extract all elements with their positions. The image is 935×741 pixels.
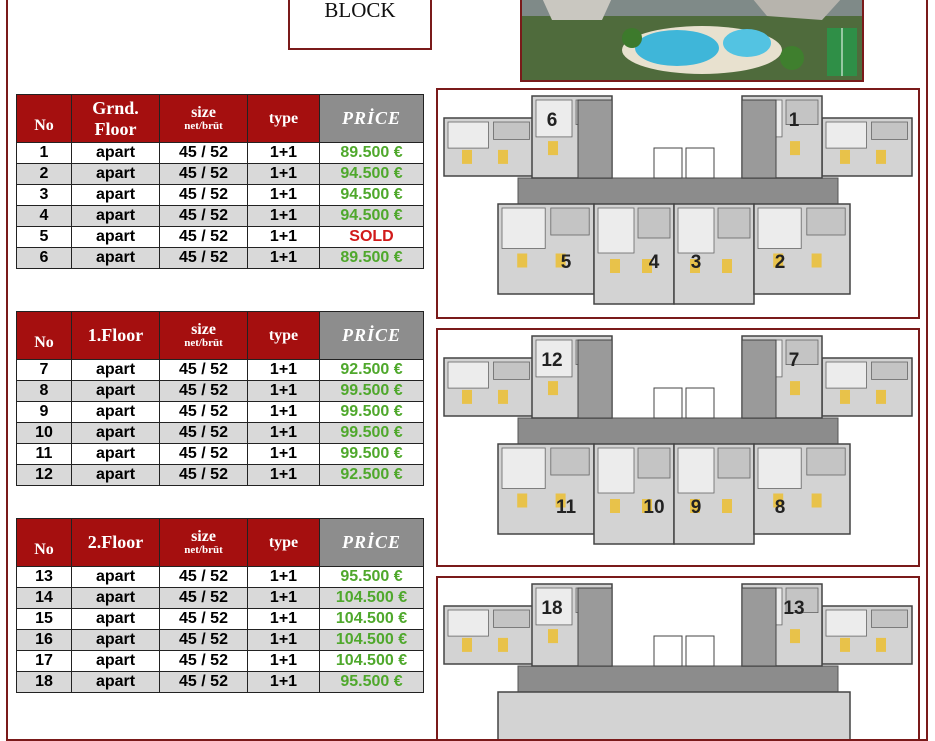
unit-kind: apart: [72, 630, 160, 651]
unit-size: 45 / 52: [160, 360, 248, 381]
header-floor: 2.Floor: [72, 519, 160, 567]
unit-type: 1+1: [248, 248, 320, 269]
unit-number: 6: [17, 248, 72, 269]
unit-type: 1+1: [248, 164, 320, 185]
unit-number: 5: [17, 227, 72, 248]
unit-type: 1+1: [248, 185, 320, 206]
unit-size: 45 / 52: [160, 609, 248, 630]
unit-size: 45 / 52: [160, 206, 248, 227]
unit-label: 5: [560, 252, 572, 273]
unit-label: 12: [541, 350, 563, 371]
unit-type: 1+1: [248, 609, 320, 630]
table-row: [17, 164, 424, 185]
header-size: size net/brüt: [160, 519, 248, 567]
unit-label: 9: [690, 497, 702, 518]
unit-kind: apart: [72, 423, 160, 444]
table-row: [17, 465, 424, 486]
unit-label: 8: [774, 497, 786, 518]
table-row: [17, 423, 424, 444]
unit-number: 8: [17, 381, 72, 402]
unit-number: 2: [17, 164, 72, 185]
header-no: No: [17, 519, 72, 567]
unit-size: 45 / 52: [160, 143, 248, 164]
unit-type: 1+1: [248, 423, 320, 444]
unit-price: 92.500 €: [320, 360, 424, 381]
unit-kind: apart: [72, 143, 160, 164]
unit-label: 6: [546, 110, 558, 131]
unit-kind: apart: [72, 185, 160, 206]
unit-size: 45 / 52: [160, 402, 248, 423]
unit-kind: apart: [72, 465, 160, 486]
unit-number: 13: [17, 567, 72, 588]
header-price: PRİCE: [320, 519, 424, 567]
table-row: [17, 185, 424, 206]
unit-price: 89.500 €: [320, 248, 424, 269]
unit-number: 3: [17, 185, 72, 206]
unit-price: 99.500 €: [320, 444, 424, 465]
unit-type: 1+1: [248, 444, 320, 465]
aerial-site-photo: [520, 0, 864, 82]
header-price: PRİCE: [320, 95, 424, 143]
header-floor: Grnd. Floor: [72, 95, 160, 143]
second-floor-plan: [436, 576, 920, 741]
table-row: [17, 206, 424, 227]
unit-number: 4: [17, 206, 72, 227]
header-floor: 1.Floor: [72, 312, 160, 360]
unit-number: 1: [17, 143, 72, 164]
unit-price: 94.500 €: [320, 206, 424, 227]
unit-price: 95.500 €: [320, 567, 424, 588]
ground-floor-plan: [436, 88, 920, 319]
table-row: [17, 651, 424, 672]
unit-type: 1+1: [248, 381, 320, 402]
header-price: PRİCE: [320, 312, 424, 360]
table-row: [17, 588, 424, 609]
unit-price: 104.500 €: [320, 630, 424, 651]
table-row: [17, 402, 424, 423]
unit-number: 12: [17, 465, 72, 486]
unit-price: 95.500 €: [320, 672, 424, 693]
header-no: No: [17, 95, 72, 143]
header-type: type: [248, 519, 320, 567]
unit-type: 1+1: [248, 465, 320, 486]
unit-number: 16: [17, 630, 72, 651]
unit-label: 11: [555, 497, 577, 518]
header-no: No: [17, 312, 72, 360]
unit-kind: apart: [72, 206, 160, 227]
unit-kind: apart: [72, 227, 160, 248]
unit-price: SOLD: [320, 227, 424, 248]
unit-label: 1: [788, 110, 800, 131]
unit-size: 45 / 52: [160, 444, 248, 465]
unit-kind: apart: [72, 672, 160, 693]
unit-kind: apart: [72, 248, 160, 269]
ground-floor-price-table: [16, 94, 424, 269]
unit-number: 18: [17, 672, 72, 693]
table-row: [17, 381, 424, 402]
table-row: [17, 227, 424, 248]
unit-number: 15: [17, 609, 72, 630]
unit-size: 45 / 52: [160, 423, 248, 444]
unit-price: 92.500 €: [320, 465, 424, 486]
unit-size: 45 / 52: [160, 651, 248, 672]
block-title: BLOCK: [288, 0, 432, 50]
unit-type: 1+1: [248, 651, 320, 672]
unit-kind: apart: [72, 588, 160, 609]
unit-label: 13: [783, 598, 805, 619]
unit-label: 18: [541, 598, 563, 619]
unit-price: 99.500 €: [320, 423, 424, 444]
table-row: [17, 444, 424, 465]
table-row: [17, 609, 424, 630]
first-floor-plan: [436, 328, 920, 567]
unit-type: 1+1: [248, 588, 320, 609]
table-row: [17, 630, 424, 651]
header-type: type: [248, 312, 320, 360]
unit-type: 1+1: [248, 630, 320, 651]
unit-label: 3: [690, 252, 702, 273]
table-row: [17, 672, 424, 693]
unit-price: 104.500 €: [320, 609, 424, 630]
unit-size: 45 / 52: [160, 185, 248, 206]
unit-kind: apart: [72, 651, 160, 672]
unit-kind: apart: [72, 360, 160, 381]
unit-price: 99.500 €: [320, 381, 424, 402]
unit-number: 17: [17, 651, 72, 672]
unit-price: 89.500 €: [320, 143, 424, 164]
second-floor-price-table: [16, 518, 424, 693]
unit-type: 1+1: [248, 227, 320, 248]
unit-size: 45 / 52: [160, 567, 248, 588]
unit-price: 99.500 €: [320, 402, 424, 423]
unit-price: 104.500 €: [320, 588, 424, 609]
unit-kind: apart: [72, 164, 160, 185]
unit-type: 1+1: [248, 206, 320, 227]
unit-type: 1+1: [248, 672, 320, 693]
table-row: [17, 143, 424, 164]
unit-number: 10: [17, 423, 72, 444]
unit-type: 1+1: [248, 360, 320, 381]
unit-kind: apart: [72, 444, 160, 465]
unit-size: 45 / 52: [160, 672, 248, 693]
unit-number: 14: [17, 588, 72, 609]
unit-size: 45 / 52: [160, 227, 248, 248]
unit-size: 45 / 52: [160, 248, 248, 269]
table-row: [17, 567, 424, 588]
unit-number: 11: [17, 444, 72, 465]
first-floor-price-table: [16, 311, 424, 486]
table-row: [17, 360, 424, 381]
header-size: size net/brüt: [160, 95, 248, 143]
unit-price: 94.500 €: [320, 164, 424, 185]
unit-label: 4: [648, 252, 660, 273]
unit-size: 45 / 52: [160, 164, 248, 185]
unit-label: 10: [643, 497, 665, 518]
unit-price: 104.500 €: [320, 651, 424, 672]
unit-label: 7: [788, 350, 800, 371]
header-size: size net/brüt: [160, 312, 248, 360]
unit-size: 45 / 52: [160, 588, 248, 609]
unit-kind: apart: [72, 609, 160, 630]
unit-kind: apart: [72, 381, 160, 402]
unit-size: 45 / 52: [160, 465, 248, 486]
unit-kind: apart: [72, 402, 160, 423]
unit-price: 94.500 €: [320, 185, 424, 206]
header-type: type: [248, 95, 320, 143]
table-row: [17, 248, 424, 269]
unit-kind: apart: [72, 567, 160, 588]
unit-number: 7: [17, 360, 72, 381]
unit-number: 9: [17, 402, 72, 423]
unit-size: 45 / 52: [160, 630, 248, 651]
unit-type: 1+1: [248, 402, 320, 423]
unit-size: 45 / 52: [160, 381, 248, 402]
unit-type: 1+1: [248, 143, 320, 164]
unit-label: 2: [774, 252, 786, 273]
unit-type: 1+1: [248, 567, 320, 588]
